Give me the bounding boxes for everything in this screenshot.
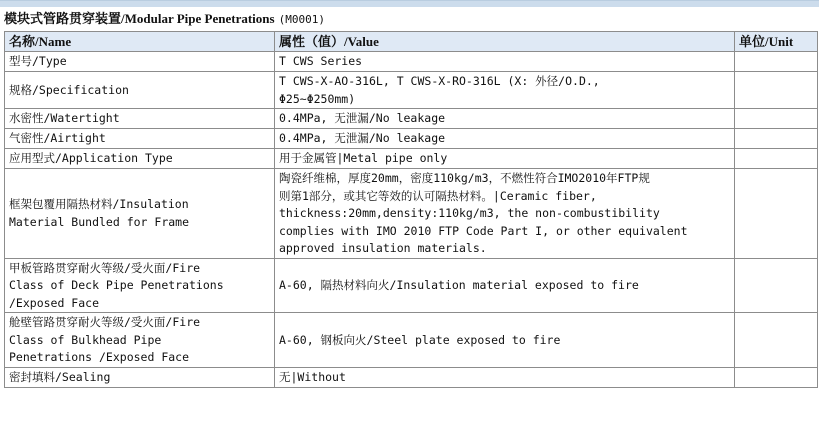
row-name: 舱壁管路贯穿耐火等级/受火面/Fire Class of Bulkhead Pipe Penetrations /Exposed Face <box>5 313 275 368</box>
row-value: T CWS Series <box>275 52 735 72</box>
table-row <box>5 149 818 169</box>
header-value: 属性（值）/Value <box>275 32 735 52</box>
header-name: 名称/Name <box>5 32 275 52</box>
table-row <box>5 313 818 368</box>
row-value: T CWS-X-AO-316L, T CWS-X-RO-316L (X: 外径/O.D., Φ25~Φ250mm) <box>275 72 735 109</box>
table-row <box>5 72 818 109</box>
row-value: 用于金属管|Metal pipe only <box>275 149 735 169</box>
header-row <box>5 32 818 52</box>
row-unit <box>735 258 818 313</box>
table-row <box>5 52 818 72</box>
row-name: 水密性/Watertight <box>5 109 275 129</box>
row-unit <box>735 169 818 259</box>
caption-code: (M0001) <box>278 13 325 26</box>
row-value: A-60, 隔热材料向火/Insulation material exposed to fire <box>275 258 735 313</box>
table-row <box>5 367 818 387</box>
row-value: A-60, 钢板向火/Steel plate exposed to fire <box>275 313 735 368</box>
top-band <box>0 0 819 7</box>
table-row <box>5 169 818 259</box>
row-value: 无|Without <box>275 367 735 387</box>
table-row <box>5 129 818 149</box>
table-row <box>5 258 818 313</box>
row-name: 应用型式/Application Type <box>5 149 275 169</box>
row-name: 密封填料/Sealing <box>5 367 275 387</box>
row-value: 0.4MPa, 无泄漏/No leakage <box>275 109 735 129</box>
row-value: 0.4MPa, 无泄漏/No leakage <box>275 129 735 149</box>
row-unit <box>735 149 818 169</box>
row-name: 气密性/Airtight <box>5 129 275 149</box>
spec-table <box>4 31 818 388</box>
row-name: 甲板管路贯穿耐火等级/受火面/Fire Class of Deck Pipe Penetrations /Exposed Face <box>5 258 275 313</box>
row-unit <box>735 313 818 368</box>
row-name: 规格/Specification <box>5 72 275 109</box>
caption-title: 模块式管路贯穿装置/Modular Pipe Penetrations <box>4 11 275 26</box>
row-unit <box>735 72 818 109</box>
row-unit <box>735 367 818 387</box>
header-unit: 单位/Unit <box>735 32 818 52</box>
row-value: 陶瓷纤维棉，厚度20mm，密度110kg/m3，不燃性符合IMO2010年FTP规 则第1部分，或其它等效的认可隔热材料。|Ceramic fiber, thickness:20mm,density:110kg/m3, the non-combustibility complies with IMO 2010 FTP Code Part I, or other equivalent approved insulation materials. <box>275 169 735 259</box>
row-name: 框架包覆用隔热材料/Insulation Material Bundled for Frame <box>5 169 275 259</box>
row-unit <box>735 129 818 149</box>
row-unit <box>735 52 818 72</box>
row-unit <box>735 109 818 129</box>
row-name: 型号/Type <box>5 52 275 72</box>
table-row <box>5 109 818 129</box>
table-caption <box>0 7 819 31</box>
